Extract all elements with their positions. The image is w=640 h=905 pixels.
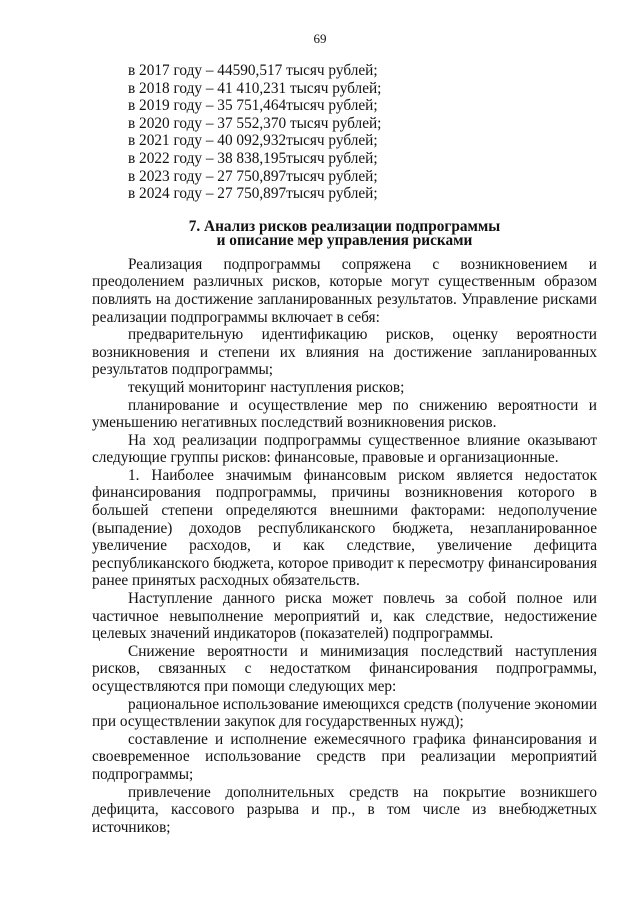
paragraph-intro: Реализация подпрограммы сопряжена с возникновением и преодолением различных рисков, которые могут существенным образом повлиять на достижение запланированных результатов. Управление рисками реализации подпрограммы включает в себя: bbox=[92, 255, 597, 326]
paragraph-risk-groups: На ход реализации подпрограммы существенное влияние оказывают следующие группы рисков: финансовые, правовые и организационные. bbox=[92, 431, 597, 467]
funding-line-2023: в 2023 году – 27 750,897тысяч рублей; bbox=[128, 167, 378, 185]
paragraph-identification: предварительную идентификацию рисков, оценку вероятности возникновения и степени их влияния на достижение запланированных результатов подпрограммы; bbox=[92, 326, 597, 379]
funding-line-2018: в 2018 году – 41 410,231 тысяч рублей; bbox=[128, 79, 382, 97]
paragraph-monitoring: текущий мониторинг наступления рисков; bbox=[128, 378, 405, 396]
page-number: 69 bbox=[313, 31, 327, 46]
document-body bbox=[92, 62, 597, 836]
section-title-line-2: и описание мер управления рисками bbox=[216, 232, 473, 250]
paragraph-financial-risk: 1. Наиболее значимым финансовым риском является недостаток финансирования подпрограммы, причины возникновения которого в большей степени определяются внешними факторами: недополучение (выпадение) доходов республиканского бюджета, незапланированное увеличение расходов, и как следствие, увеличение дефицита республиканского бюджета, которое приводит к пересмотру финансирования ранее принятых расходных обязательств. bbox=[92, 466, 597, 590]
funding-line-2020: в 2020 году – 37 552,370 тысяч рублей; bbox=[128, 114, 382, 132]
paragraph-mitigation: Снижение вероятности и минимизация последствий наступления рисков, связанных с недостатком финансирования подпрограммы, осуществляются при помощи следующих мер: bbox=[92, 642, 597, 695]
paragraph-planning: планирование и осуществление мер по снижению вероятности и уменьшению негативных последствий возникновения рисков. bbox=[92, 396, 597, 432]
paragraph-consequences: Наступление данного риска может повлечь за собой полное или частичное невыполнение мероприятий и, как следствие, недостижение целевых значений индикаторов (показателей) подпрограммы. bbox=[92, 590, 597, 643]
paragraph-schedule: составление и исполнение ежемесячного графика финансирования и своевременное использование средств при реализации мероприятий подпрограммы; bbox=[92, 730, 597, 783]
section-title-line-1: 7. Анализ рисков реализации подпрограммы bbox=[188, 217, 501, 235]
funding-line-2019: в 2019 году – 35 751,464тысяч рублей; bbox=[128, 97, 378, 115]
funding-line-2024: в 2024 году – 27 750,897тысяч рублей; bbox=[128, 185, 378, 203]
funding-line-2017: в 2017 году – 44590,517 тысяч рублей; bbox=[128, 62, 378, 79]
funding-line-2022: в 2022 году – 38 838,195тысяч рублей; bbox=[128, 149, 378, 167]
section-heading bbox=[92, 217, 597, 250]
section-text bbox=[92, 256, 597, 837]
funding-line-2021: в 2021 году – 40 092,932тысяч рублей; bbox=[128, 132, 378, 150]
paragraph-rational-use: рациональное использование имеющихся средств (получение экономии при осуществлении закупок для государственных нужд); bbox=[92, 695, 597, 731]
funding-list bbox=[92, 62, 597, 203]
paragraph-additional-funds: привлечение дополнительных средств на покрытие возникшего дефицита, кассового разрыва и пр., в том числе из внебюджетных источников; bbox=[92, 783, 597, 836]
